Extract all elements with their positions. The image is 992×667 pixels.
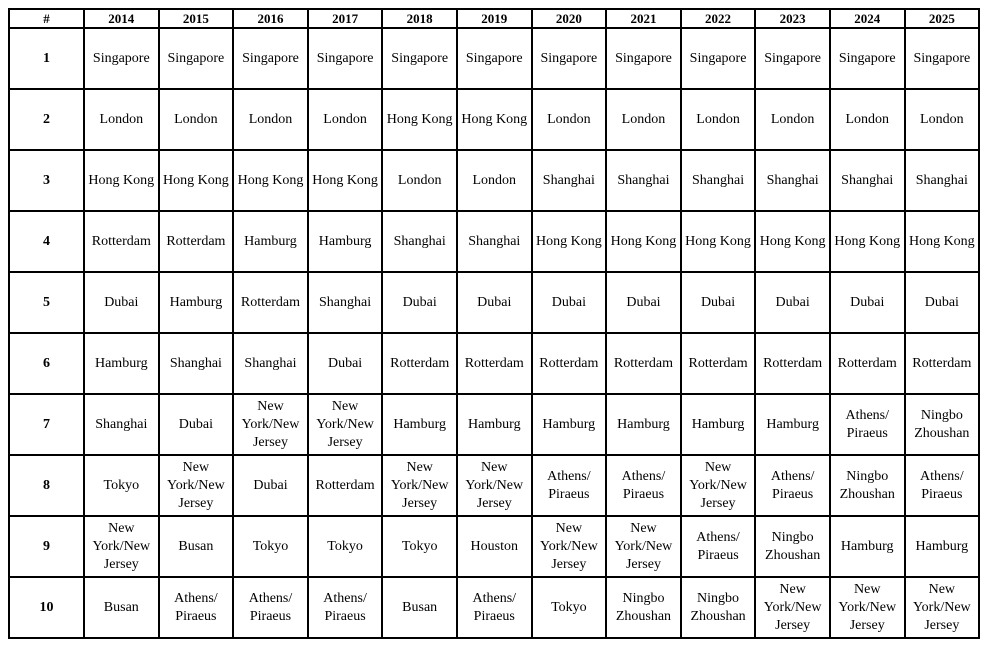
city-cell: Shanghai <box>905 150 980 211</box>
ranking-table-container <box>8 8 980 639</box>
rank-cell: 4 <box>9 211 84 272</box>
city-cell: Singapore <box>382 28 457 89</box>
rank-cell: 7 <box>9 394 84 455</box>
city-cell: Rotterdam <box>84 211 159 272</box>
city-cell: Shanghai <box>681 150 756 211</box>
city-cell: London <box>159 89 234 150</box>
city-cell: Ningbo Zhoushan <box>681 577 756 638</box>
city-cell: Shanghai <box>308 272 383 333</box>
city-cell: Dubai <box>905 272 980 333</box>
city-cell: Hamburg <box>905 516 980 577</box>
city-cell: Singapore <box>830 28 905 89</box>
city-cell: Hong Kong <box>606 211 681 272</box>
city-cell: Hamburg <box>457 394 532 455</box>
header-cell-rank: # <box>9 9 84 28</box>
rank-cell: 6 <box>9 333 84 394</box>
city-cell: Hamburg <box>84 333 159 394</box>
city-cell: Athens/ Piraeus <box>308 577 383 638</box>
city-cell: Dubai <box>457 272 532 333</box>
city-cell: Hong Kong <box>830 211 905 272</box>
city-cell: London <box>830 89 905 150</box>
city-cell: Rotterdam <box>382 333 457 394</box>
table-row <box>9 455 979 516</box>
table-row <box>9 516 979 577</box>
city-cell: London <box>681 89 756 150</box>
city-cell: New York/New Jersey <box>233 394 308 455</box>
city-cell: Dubai <box>681 272 756 333</box>
city-cell: Hamburg <box>830 516 905 577</box>
city-cell: New York/New Jersey <box>532 516 607 577</box>
city-cell: Athens/ Piraeus <box>532 455 607 516</box>
city-cell: New York/New Jersey <box>308 394 383 455</box>
city-cell: Houston <box>457 516 532 577</box>
city-cell: New York/New Jersey <box>457 455 532 516</box>
rank-cell: 8 <box>9 455 84 516</box>
city-cell: New York/New Jersey <box>606 516 681 577</box>
city-cell: Hong Kong <box>84 150 159 211</box>
city-cell: Athens/ Piraeus <box>457 577 532 638</box>
city-cell: Shanghai <box>159 333 234 394</box>
city-cell: New York/New Jersey <box>905 577 980 638</box>
city-cell: Singapore <box>457 28 532 89</box>
city-cell: Singapore <box>233 28 308 89</box>
city-cell: Dubai <box>532 272 607 333</box>
city-cell: Shanghai <box>233 333 308 394</box>
rank-cell: 10 <box>9 577 84 638</box>
city-cell: Athens/ Piraeus <box>830 394 905 455</box>
city-cell: Dubai <box>308 333 383 394</box>
city-cell: London <box>84 89 159 150</box>
city-cell: Hamburg <box>755 394 830 455</box>
city-cell: London <box>606 89 681 150</box>
city-cell: Shanghai <box>606 150 681 211</box>
table-row <box>9 272 979 333</box>
city-cell: Athens/ Piraeus <box>159 577 234 638</box>
city-cell: Busan <box>84 577 159 638</box>
city-cell: Hamburg <box>606 394 681 455</box>
table-body <box>9 28 979 638</box>
city-cell: Hong Kong <box>905 211 980 272</box>
city-cell: Dubai <box>233 455 308 516</box>
city-cell: Rotterdam <box>159 211 234 272</box>
city-cell: Athens/ Piraeus <box>681 516 756 577</box>
city-cell: Shanghai <box>830 150 905 211</box>
rank-cell: 1 <box>9 28 84 89</box>
city-cell: Ningbo Zhoushan <box>755 516 830 577</box>
city-cell: Hong Kong <box>233 150 308 211</box>
city-cell: Hamburg <box>532 394 607 455</box>
city-cell: Hong Kong <box>457 89 532 150</box>
rank-cell: 3 <box>9 150 84 211</box>
city-cell: Dubai <box>382 272 457 333</box>
header-cell-year: 2017 <box>308 9 383 28</box>
city-cell: Ningbo Zhoushan <box>606 577 681 638</box>
city-cell: Hong Kong <box>532 211 607 272</box>
city-cell: London <box>532 89 607 150</box>
city-cell: Dubai <box>755 272 830 333</box>
city-cell: Dubai <box>606 272 681 333</box>
city-cell: Tokyo <box>382 516 457 577</box>
city-cell: Hamburg <box>681 394 756 455</box>
city-cell: Hamburg <box>233 211 308 272</box>
city-cell: Rotterdam <box>532 333 607 394</box>
city-cell: Shanghai <box>532 150 607 211</box>
city-cell: Hong Kong <box>755 211 830 272</box>
table-row <box>9 211 979 272</box>
city-cell: Hong Kong <box>382 89 457 150</box>
city-cell: Rotterdam <box>905 333 980 394</box>
city-cell: Rotterdam <box>681 333 756 394</box>
city-cell: Singapore <box>84 28 159 89</box>
table-row <box>9 577 979 638</box>
table-row <box>9 28 979 89</box>
city-cell: Singapore <box>606 28 681 89</box>
city-cell: Dubai <box>159 394 234 455</box>
city-cell: New York/New Jersey <box>84 516 159 577</box>
table-row <box>9 150 979 211</box>
city-cell: Tokyo <box>84 455 159 516</box>
city-cell: Rotterdam <box>308 455 383 516</box>
city-cell: New York/New Jersey <box>159 455 234 516</box>
city-cell: New York/New Jersey <box>830 577 905 638</box>
city-cell: Rotterdam <box>233 272 308 333</box>
city-cell: Shanghai <box>382 211 457 272</box>
city-cell: London <box>457 150 532 211</box>
city-cell: Dubai <box>84 272 159 333</box>
rank-cell: 9 <box>9 516 84 577</box>
city-cell: Rotterdam <box>755 333 830 394</box>
port-city-ranking-table <box>8 8 980 639</box>
city-cell: Rotterdam <box>457 333 532 394</box>
city-cell: Ningbo Zhoushan <box>905 394 980 455</box>
rank-cell: 5 <box>9 272 84 333</box>
city-cell: Singapore <box>905 28 980 89</box>
city-cell: Hong Kong <box>159 150 234 211</box>
header-cell-year: 2018 <box>382 9 457 28</box>
header-cell-year: 2020 <box>532 9 607 28</box>
city-cell: Tokyo <box>308 516 383 577</box>
header-cell-year: 2023 <box>755 9 830 28</box>
city-cell: Athens/ Piraeus <box>233 577 308 638</box>
city-cell: Hong Kong <box>681 211 756 272</box>
header-cell-year: 2024 <box>830 9 905 28</box>
city-cell: Hamburg <box>159 272 234 333</box>
city-cell: New York/New Jersey <box>382 455 457 516</box>
rank-cell: 2 <box>9 89 84 150</box>
city-cell: Shanghai <box>457 211 532 272</box>
city-cell: New York/New Jersey <box>681 455 756 516</box>
table-row <box>9 333 979 394</box>
city-cell: Hamburg <box>382 394 457 455</box>
city-cell: Tokyo <box>532 577 607 638</box>
city-cell: Tokyo <box>233 516 308 577</box>
city-cell: Ningbo Zhoushan <box>830 455 905 516</box>
header-cell-year: 2019 <box>457 9 532 28</box>
city-cell: London <box>905 89 980 150</box>
city-cell: Hong Kong <box>308 150 383 211</box>
header-cell-year: 2022 <box>681 9 756 28</box>
header-cell-year: 2025 <box>905 9 980 28</box>
city-cell: Singapore <box>308 28 383 89</box>
city-cell: Singapore <box>159 28 234 89</box>
city-cell: Singapore <box>681 28 756 89</box>
header-cell-year: 2021 <box>606 9 681 28</box>
table-row <box>9 394 979 455</box>
city-cell: Athens/ Piraeus <box>755 455 830 516</box>
city-cell: Athens/ Piraeus <box>606 455 681 516</box>
city-cell: Singapore <box>532 28 607 89</box>
city-cell: Hamburg <box>308 211 383 272</box>
header-cell-year: 2014 <box>84 9 159 28</box>
table-header <box>9 9 979 28</box>
city-cell: Rotterdam <box>830 333 905 394</box>
city-cell: London <box>382 150 457 211</box>
city-cell: Shanghai <box>84 394 159 455</box>
city-cell: Shanghai <box>755 150 830 211</box>
city-cell: London <box>308 89 383 150</box>
city-cell: New York/New Jersey <box>755 577 830 638</box>
city-cell: Busan <box>382 577 457 638</box>
header-cell-year: 2015 <box>159 9 234 28</box>
header-cell-year: 2016 <box>233 9 308 28</box>
city-cell: London <box>233 89 308 150</box>
city-cell: Rotterdam <box>606 333 681 394</box>
header-row <box>9 9 979 28</box>
city-cell: Athens/ Piraeus <box>905 455 980 516</box>
city-cell: Singapore <box>755 28 830 89</box>
city-cell: Busan <box>159 516 234 577</box>
table-row <box>9 89 979 150</box>
city-cell: London <box>755 89 830 150</box>
city-cell: Dubai <box>830 272 905 333</box>
